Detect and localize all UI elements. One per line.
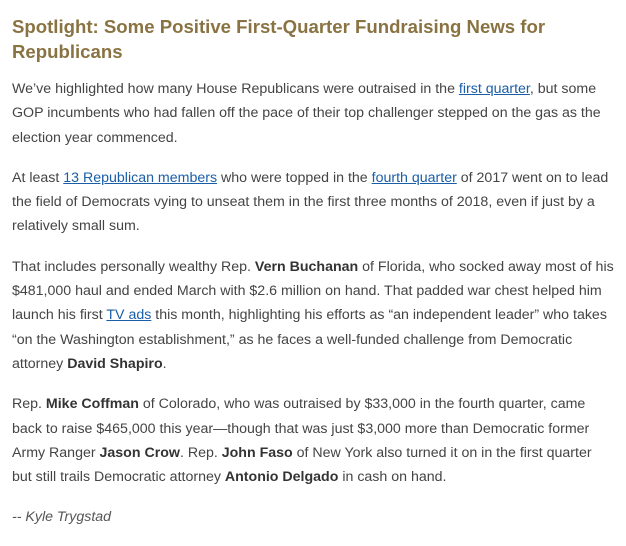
name-john-faso: John Faso	[221, 444, 293, 461]
text: who were topped in the	[217, 169, 372, 186]
text: We’ve highlighted how many House Republicans were outraised in the	[12, 81, 459, 97]
text: of New York also turned it on in the first quarter but still trails Democratic attorney	[12, 444, 592, 486]
text: , but some GOP incumbents who had fallen off the pace of their top challenger stepped on the gas as the election year commenced.	[12, 81, 601, 146]
name-mike-coffman: Mike Coffman	[45, 396, 139, 413]
fourth-quarter-link[interactable]: fourth quarter	[371, 169, 457, 186]
paragraph-1	[12, 77, 614, 150]
paragraph-3	[12, 255, 614, 376]
text: At least	[12, 169, 64, 186]
name-vern-buchanan: Vern Buchanan	[254, 258, 359, 275]
paragraph-2	[12, 166, 614, 239]
byline: -- Kyle Trygstad	[12, 509, 112, 526]
text: this month, highlighting his efforts as “an independent leader” who takes “on the Washington establishment,” as he faces a well-funded challenge from Democratic attorney	[12, 307, 607, 372]
text: That includes personally wealthy Rep.	[12, 258, 255, 275]
paragraph-4	[12, 392, 614, 489]
name-antonio-delgado: Antonio Delgado	[224, 469, 339, 486]
name-david-shapiro: David Shapiro	[67, 355, 163, 372]
text: of 2017 went on to lead the field of Democrats vying to unseat them in the first three months of 2018, even if just by a relatively small sum.	[12, 169, 609, 235]
text: .	[162, 355, 167, 372]
text: Rep.	[12, 396, 46, 413]
tv-ads-link[interactable]: TV ads	[106, 307, 152, 324]
name-jason-crow: Jason Crow	[99, 444, 180, 461]
text: . Rep.	[179, 444, 222, 461]
article	[12, 14, 614, 546]
text: of Colorado, who was outraised by $33,000 in the fourth quarter, came back to raise $465,000 this year—though that was just $3,000 more than Democratic former Army Ranger	[12, 396, 590, 461]
first-quarter-link[interactable]: first quarter	[458, 81, 530, 97]
text: in cash on hand.	[338, 469, 447, 486]
republican-members-link[interactable]: 13 Republican members	[63, 169, 218, 186]
article-headline: Spotlight: Some Positive First-Quarter Fundraising News for Republicans	[12, 16, 546, 62]
text: of Florida, who socked away most of his $481,000 haul and ended March with $2.6 million on hand. That padded war chest helped him launch his first	[12, 258, 614, 324]
